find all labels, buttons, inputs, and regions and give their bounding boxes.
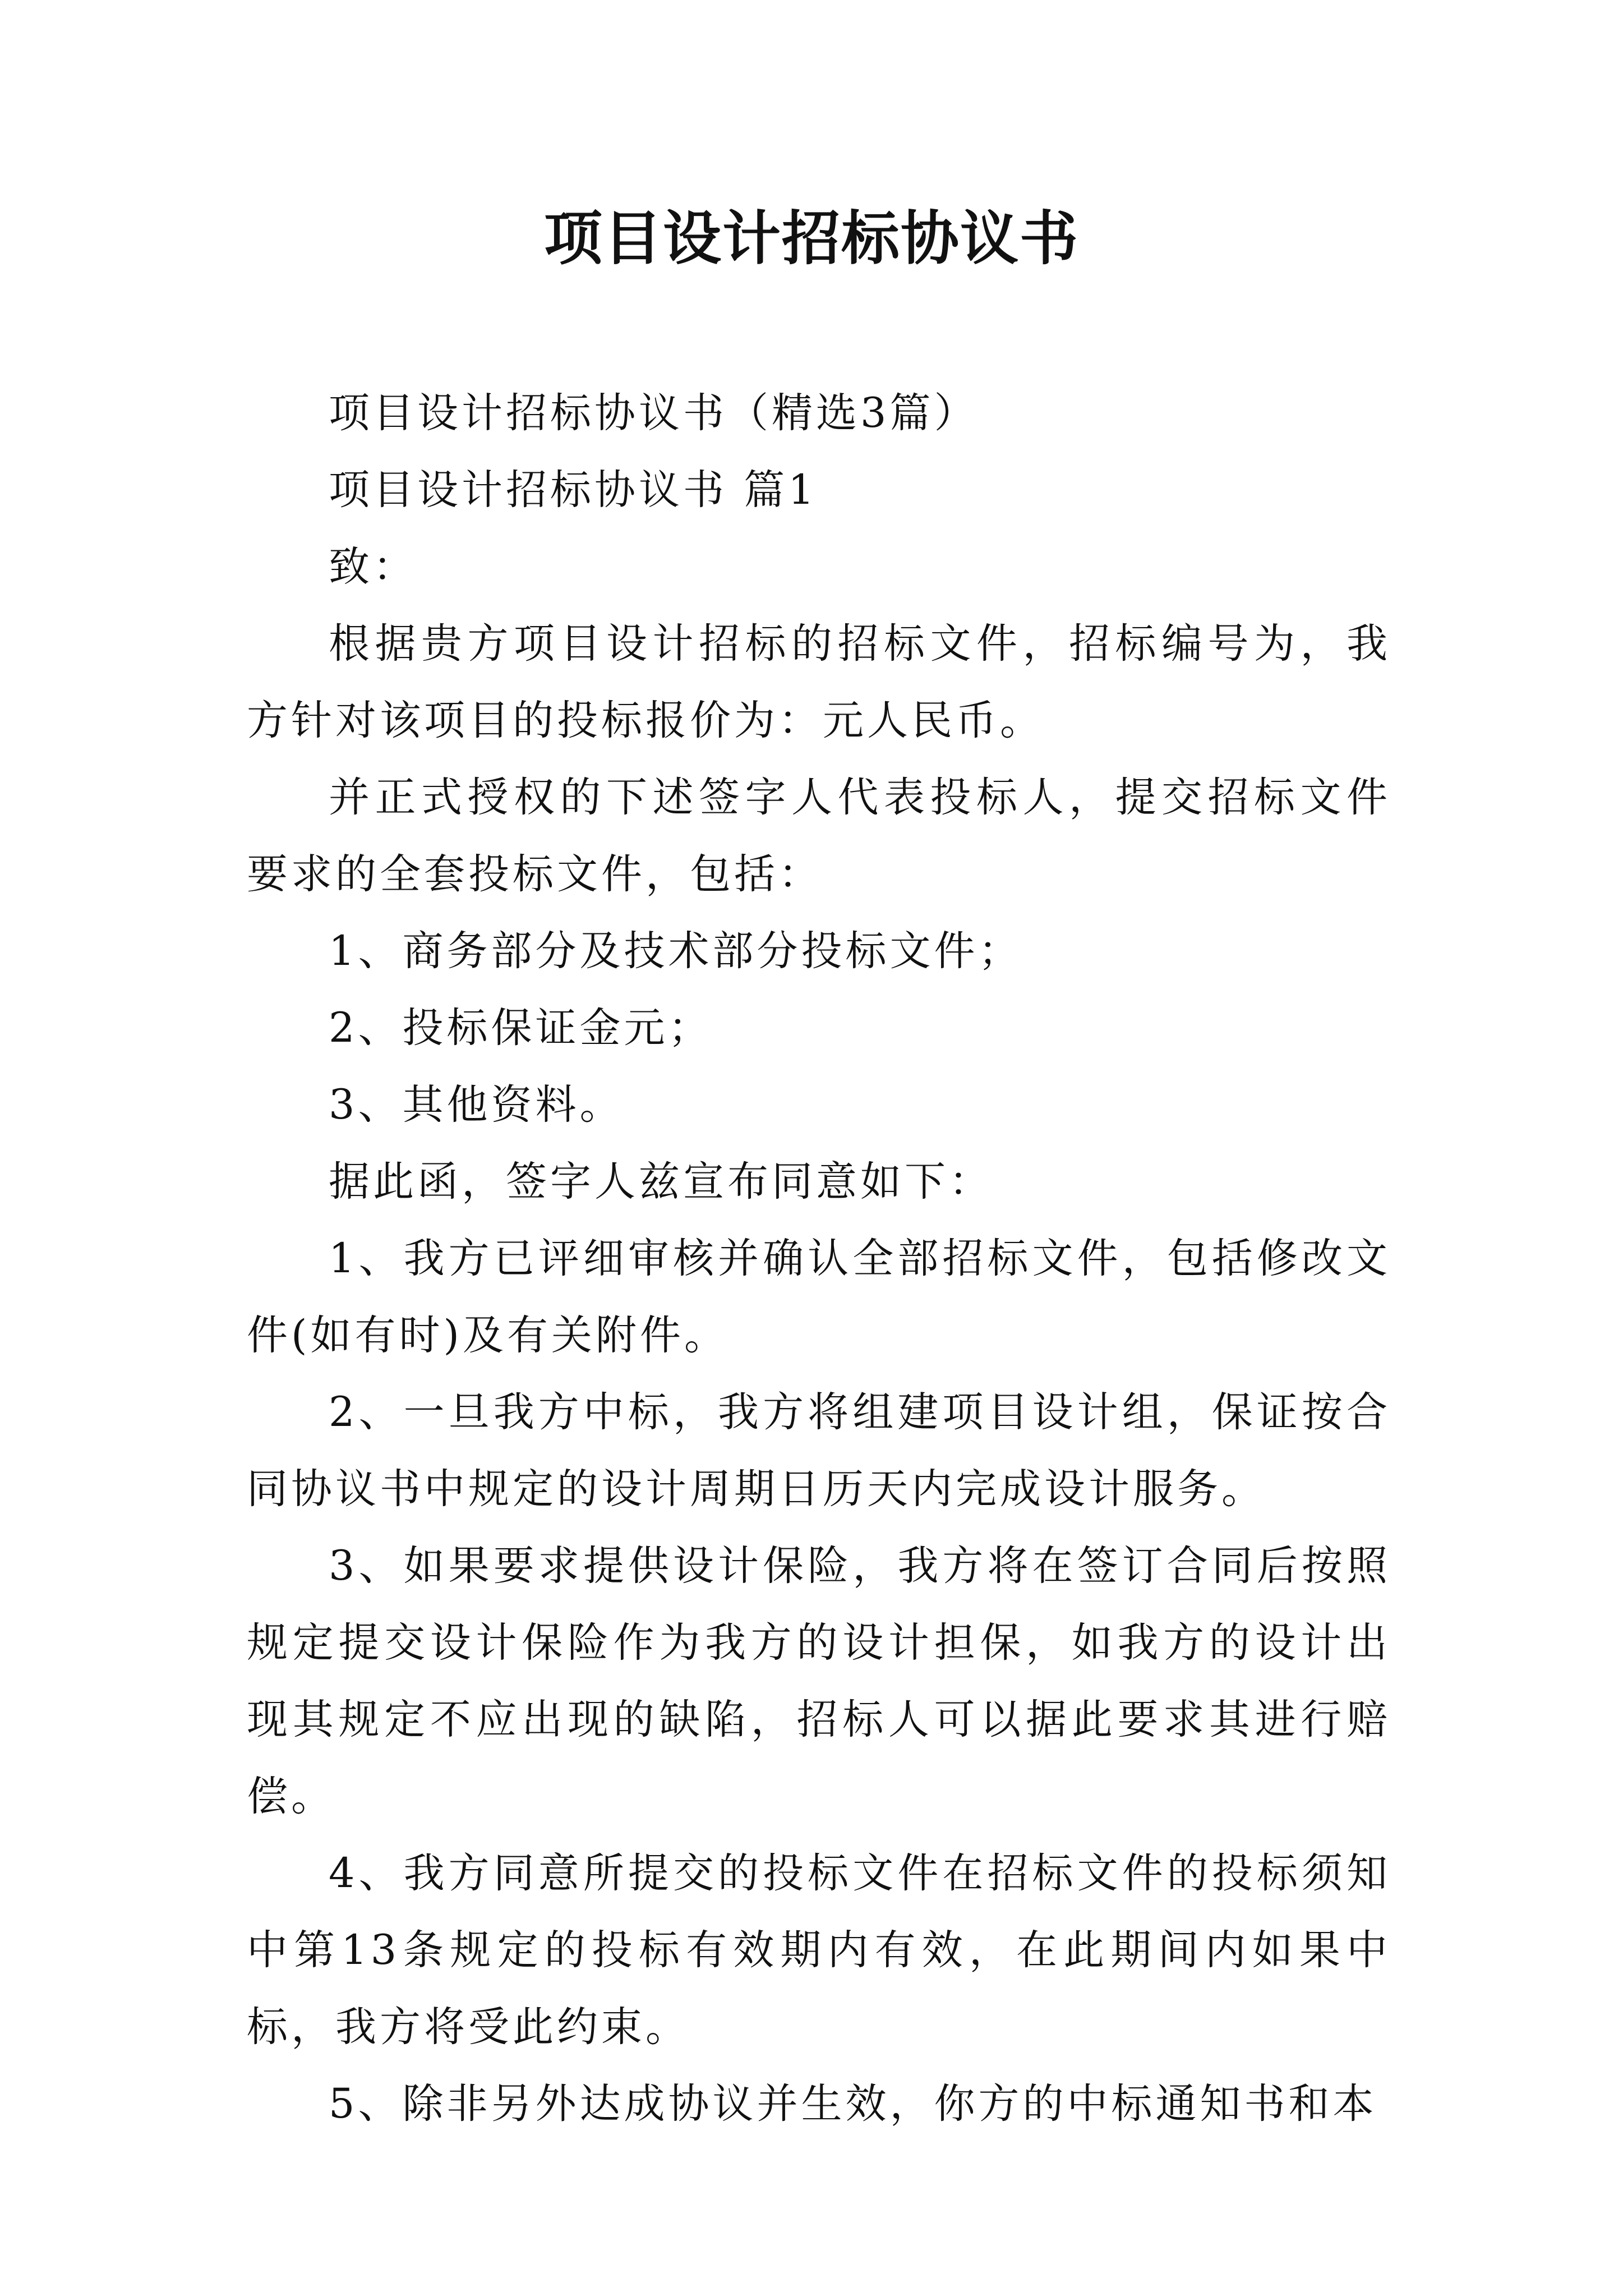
paragraph: 根据贵方项目设计招标的招标文件，招标编号为，我方针对该项目的投标报价为：元人民币。	[247, 620, 1391, 744]
list-item: 2、投标保证金元；	[329, 1004, 713, 1052]
paragraph-salutation: 致：	[329, 543, 417, 591]
list-item: 1、商务部分及技术部分投标文件；	[329, 927, 1023, 975]
paragraph: 据此函，签字人兹宣布同意如下：	[329, 1158, 993, 1205]
document-title: 项目设计招标协议书	[543, 204, 1079, 273]
paragraph-section-heading: 项目设计招标协议书 篇1	[329, 466, 818, 514]
list-item: 3、其他资料。	[329, 1081, 624, 1129]
document-body	[247, 375, 1391, 2142]
list-item: 2、一旦我方中标，我方将组建项目设计组，保证按合同协议书中规定的设计周期日历天内完成设计服务。	[247, 1388, 1391, 1513]
list-item: 5、除非另外达成协议并生效，你方的中标通知书和本	[329, 2080, 1377, 2128]
list-item: 4、我方同意所提交的投标文件在招标文件的投标须知中第13条规定的投标有效期内有效，在此期间内如果中标，我方将受此约束。	[247, 1849, 1391, 2051]
list-item: 3、如果要求提供设计保险，我方将在签订合同后按照规定提交设计保险作为我方的设计担保，如我方的设计出现其规定不应出现的缺陷，招标人可以据此要求其进行赔偿。	[247, 1542, 1391, 1820]
paragraph: 并正式授权的下述签字人代表投标人，提交招标文件要求的全套投标文件，包括：	[247, 774, 1391, 898]
paragraph-subtitle: 项目设计招标协议书（精选3篇）	[329, 389, 979, 437]
list-item: 1、我方已评细审核并确认全部招标文件，包括修改文件(如有时)及有关附件。	[247, 1235, 1391, 1359]
